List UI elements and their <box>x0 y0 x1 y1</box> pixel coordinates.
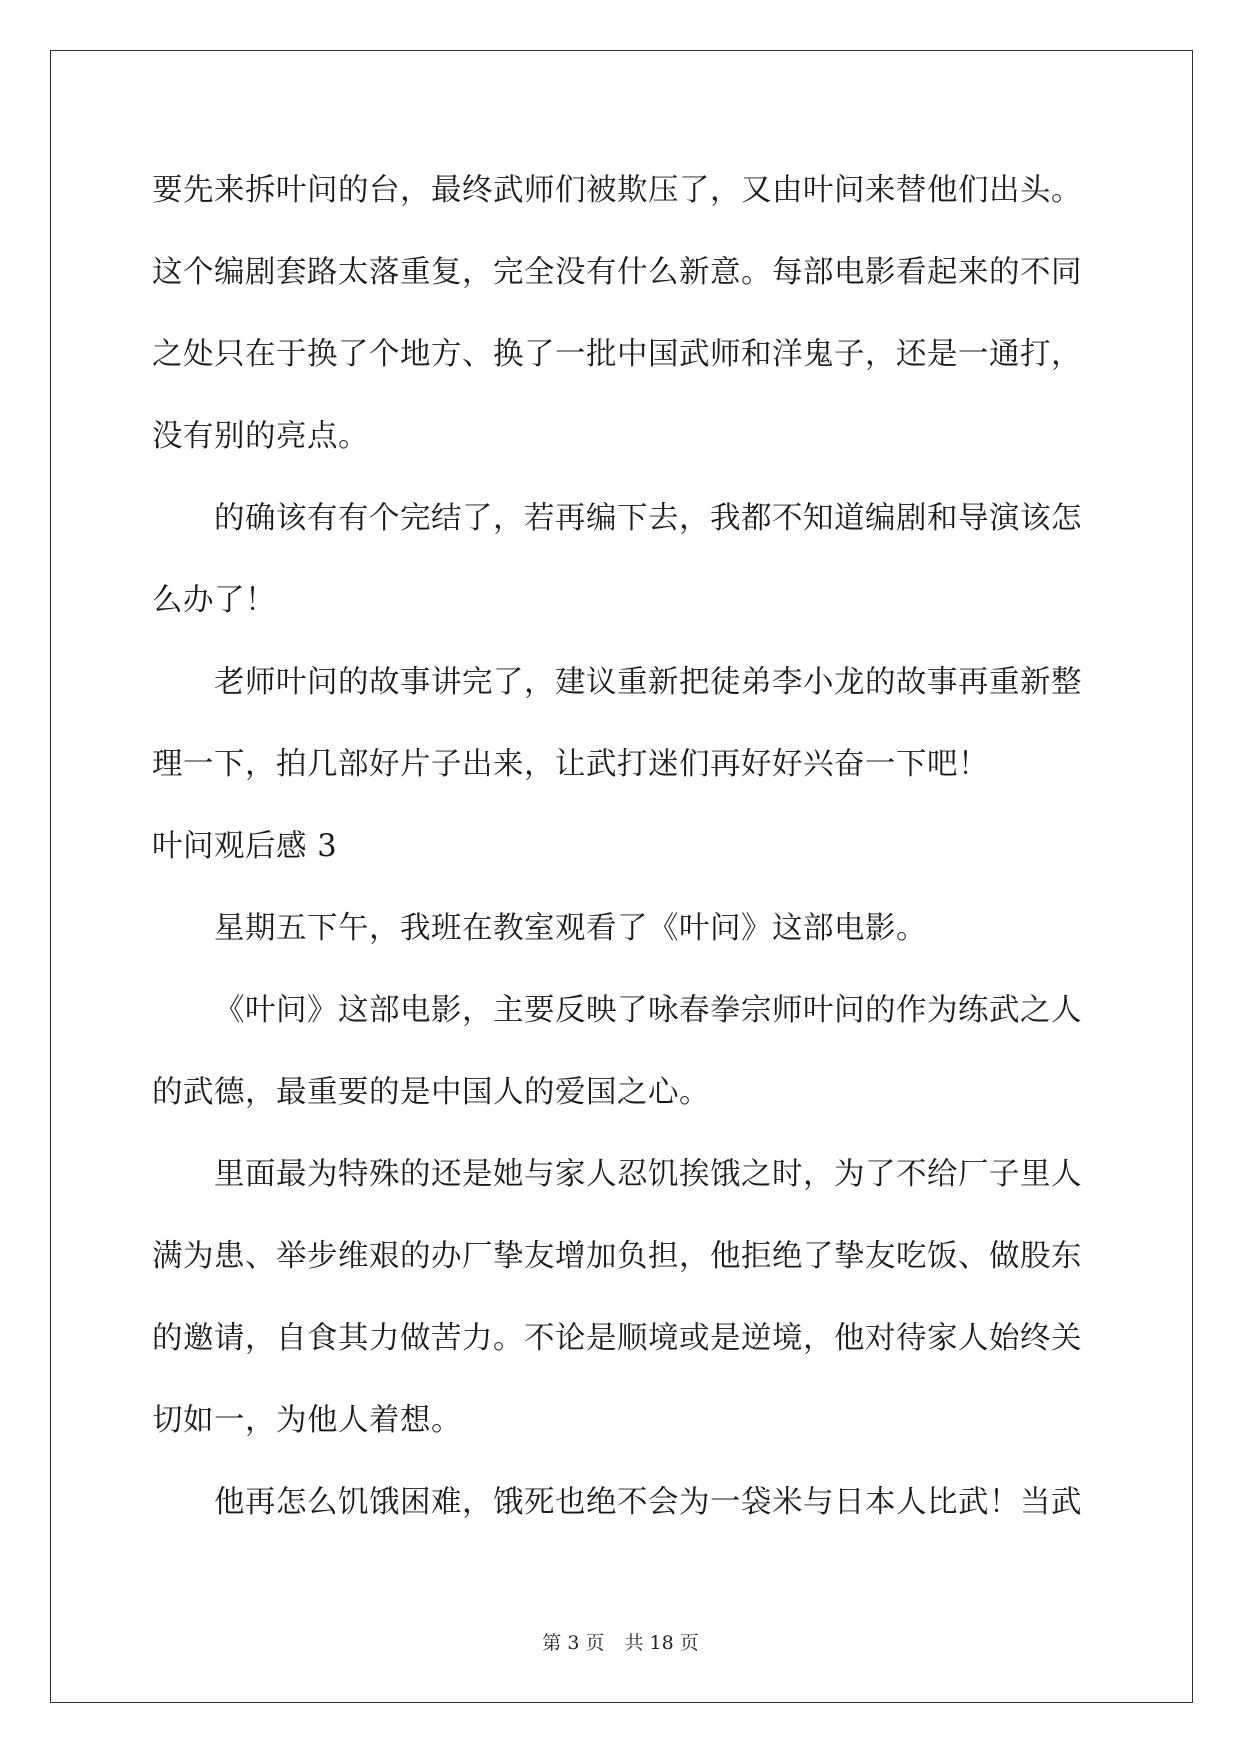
text-line-17: 他再怎么饥饿困难，饿死也绝不会为一袋米与日本人比武！当武 <box>214 1485 1082 1520</box>
text-line-14: 满为患、举步维艰的办厂挚友增加负担，他拒绝了挚友吃饭、做股东 <box>152 1239 1082 1274</box>
text-line-4: 没有别的亮点。 <box>152 419 369 454</box>
text-line-8: 理一下，拍几部好片子出来，让武打迷们再好好兴奋一下吧！ <box>152 747 989 782</box>
text-line-11: 《叶问》这部电影，主要反映了咏春拳宗师叶问的作为练武之人 <box>214 993 1082 1028</box>
text-line-10: 星期五下午，我班在教室观看了《叶问》这部电影。 <box>214 911 927 946</box>
page-footer <box>0 1628 1241 1655</box>
section-heading: 叶问观后感 3 <box>152 829 338 864</box>
text-line-16: 切如一，为他人着想。 <box>152 1403 462 1438</box>
text-line-6: 么办了！ <box>152 583 276 618</box>
page-number-total: 共 18 页 <box>624 1632 699 1654</box>
text-line-3: 之处只在于换了个地方、换了一批中国武师和洋鬼子，还是一通打， <box>152 337 1082 372</box>
text-line-13: 里面最为特殊的还是她与家人忍饥挨饿之时，为了不给厂子里人 <box>214 1157 1082 1192</box>
text-line-12: 的武德，最重要的是中国人的爱国之心。 <box>152 1075 710 1110</box>
text-line-2: 这个编剧套路太落重复，完全没有什么新意。每部电影看起来的不同 <box>152 255 1082 290</box>
text-line-1: 要先来拆叶问的台，最终武师们被欺压了，又由叶问来替他们出头。 <box>152 173 1082 208</box>
text-line-15: 的邀请，自食其力做苦力。不论是顺境或是逆境，他对待家人始终关 <box>152 1321 1082 1356</box>
document-body <box>152 158 1092 1552</box>
page-number-current: 第 3 页 <box>542 1632 605 1654</box>
text-line-7: 老师叶问的故事讲完了，建议重新把徒弟李小龙的故事再重新整 <box>214 665 1082 700</box>
text-line-5: 的确该有有个完结了，若再编下去，我都不知道编剧和导演该怎 <box>214 501 1082 536</box>
